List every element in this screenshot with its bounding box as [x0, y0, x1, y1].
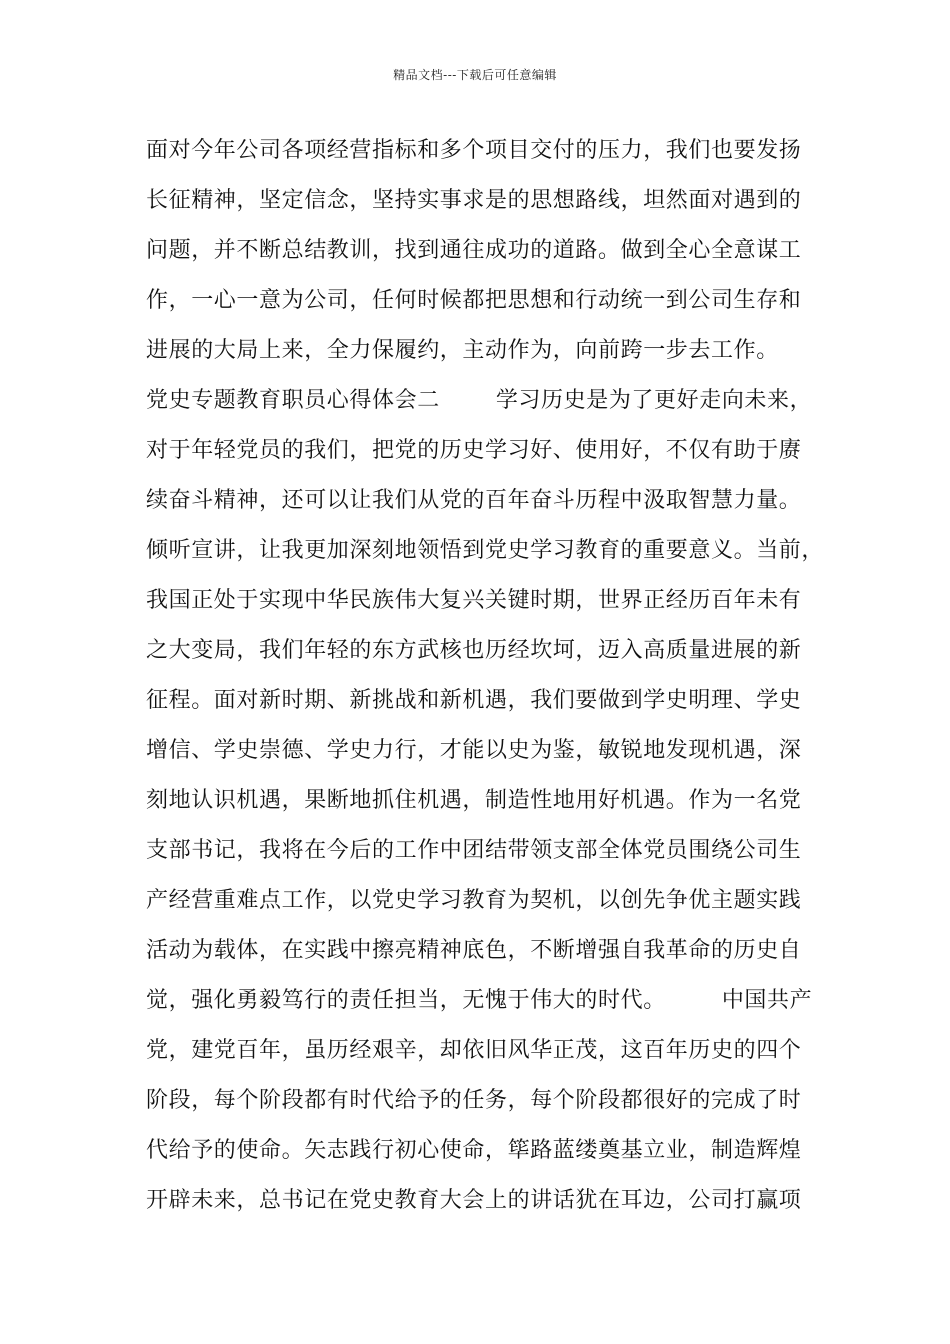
split-text-line [146, 976, 816, 1026]
text-line: 征程。面对新时期、新挑战和新机遇，我们要做到学史明理、学史 [146, 688, 802, 713]
text-line: 增信、学史崇德、学史力行，才能以史为鉴，敏锐地发现机遇，深 [146, 738, 802, 763]
text-line: 作，一心一意为公司，任何时候都把思想和行动统一到公司生存和 [146, 288, 802, 313]
section-title: 党史专题教育职员心得体会二 [146, 388, 440, 413]
text-line: 我国正处于实现中华民族伟大复兴关键时期，世界正经历百年未有 [146, 588, 802, 613]
text-line: 阶段，每个阶段都有时代给予的任务，每个阶段都很好的完成了时 [146, 1088, 802, 1113]
section-lead-text: 学习历史是为了更好走向未来， [495, 388, 813, 413]
paragraph-end-text: 觉，强化勇毅笃行的责任担当，无愧于伟大的时代。 [146, 988, 666, 1013]
text-line: 面对今年公司各项经营指标和多个项目交付的压力，我们也要发扬 [146, 138, 802, 163]
text-line: 党，建党百年，虽历经艰辛，却依旧风华正茂，这百年历史的四个 [146, 1038, 802, 1063]
text-line: 开辟未来，总书记在党史教育大会上的讲话犹在耳边，公司打赢项 [146, 1188, 802, 1213]
section-heading-line [146, 376, 816, 426]
text-line: 进展的大局上来，全力保履约，主动作为，向前跨一步去工作。 [146, 338, 779, 363]
text-line: 长征精神，坚定信念，坚持实事求是的思想路线，坦然面对遇到的 [146, 188, 802, 213]
text-line: 支部书记，我将在今后的工作中团结带领支部全体党员围绕公司生 [146, 838, 802, 863]
text-line: 续奋斗精神，还可以让我们从党的百年奋斗历程中汲取智慧力量。 [146, 488, 802, 513]
text-line: 之大变局，我们年轻的东方武核也历经坎坷，迈入高质量进展的新 [146, 638, 802, 663]
paragraph-start-text: 中国共产 [721, 988, 813, 1013]
page-header: 精品文档---下载后可任意编辑 [393, 68, 557, 82]
text-line: 倾听宣讲，让我更加深刻地领悟到党史学习教育的重要意义。当前， [146, 538, 825, 563]
text-line: 活动为载体，在实践中擦亮精神底色，不断增强自我革命的历史自 [146, 938, 802, 963]
document-body [146, 126, 825, 1226]
text-line: 对于年轻党员的我们，把党的历史学习好、使用好，不仅有助于赓 [146, 438, 802, 463]
text-line: 问题，并不断总结教训，找到通往成功的道路。做到全心全意谋工 [146, 238, 802, 263]
text-line: 产经营重难点工作，以党史学习教育为契机，以创先争优主题实践 [146, 888, 802, 913]
text-line: 代给予的使命。矢志践行初心使命，筚路蓝缕奠基立业，制造辉煌 [146, 1138, 802, 1163]
text-line: 刻地认识机遇，果断地抓住机遇，制造性地用好机遇。作为一名党 [146, 788, 802, 813]
